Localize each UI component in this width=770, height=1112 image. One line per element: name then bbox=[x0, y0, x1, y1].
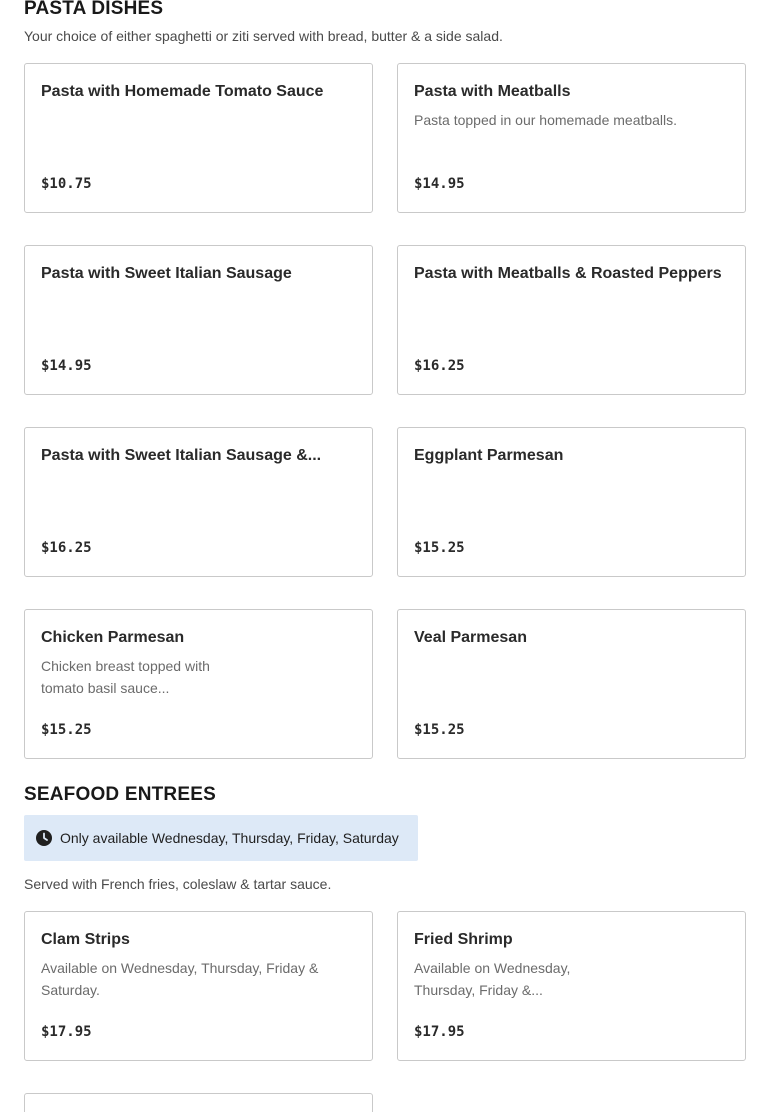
menu-item-price: $16.25 bbox=[41, 540, 92, 556]
menu-item-card[interactable] bbox=[24, 911, 373, 1061]
availability-text: Only available Wednesday, Thursday, Friday, Saturday bbox=[60, 830, 399, 846]
menu-item-price: $15.25 bbox=[414, 540, 465, 556]
menu-item-price: $14.95 bbox=[414, 176, 465, 192]
menu-item-price: $10.75 bbox=[41, 176, 92, 192]
menu-item-name: Clam Strips bbox=[41, 931, 130, 948]
availability-banner bbox=[24, 815, 418, 861]
menu-item-card[interactable] bbox=[397, 911, 746, 1061]
menu-item-card[interactable] bbox=[24, 63, 373, 213]
section-description-seafood: Served with French fries, coleslaw & tartar sauce. bbox=[24, 876, 332, 892]
menu-item-card[interactable] bbox=[397, 427, 746, 577]
menu-item-card[interactable] bbox=[24, 609, 373, 759]
menu-item-description: Chicken breast topped with tomato basil sauce... bbox=[41, 658, 210, 696]
menu-item-price: $17.95 bbox=[41, 1024, 92, 1040]
clock-icon bbox=[36, 830, 52, 846]
menu-item-price: $17.95 bbox=[414, 1024, 465, 1040]
menu-item-name: Eggplant Parmesan bbox=[414, 447, 564, 464]
menu-item-name: Fried Shrimp bbox=[414, 931, 513, 948]
menu-item-description: Pasta topped in our homemade meatballs. bbox=[414, 112, 678, 128]
menu-item-description: Available on Wednesday, Thursday, Friday & Saturday. bbox=[41, 960, 319, 998]
menu-item-name: Pasta with Meatballs & Roasted Peppers bbox=[414, 265, 722, 282]
menu-item-card[interactable] bbox=[24, 427, 373, 577]
menu-item-name: Pasta with Sweet Italian Sausage bbox=[41, 265, 292, 282]
menu-item-price: $14.95 bbox=[41, 358, 92, 374]
section-description-pasta: Your choice of either spaghetti or ziti served with bread, butter & a side salad. bbox=[24, 28, 503, 44]
menu-item-description: Available on Wednesday, Thursday, Friday &... bbox=[414, 960, 571, 998]
menu-item-name: Chicken Parmesan bbox=[41, 629, 185, 646]
menu-item-name: Pasta with Sweet Italian Sausage &... bbox=[41, 447, 322, 464]
menu-item-name: Veal Parmesan bbox=[414, 629, 527, 646]
menu-item-card[interactable] bbox=[397, 245, 746, 395]
menu-item-price: $15.25 bbox=[414, 722, 465, 738]
menu-item-price: $16.25 bbox=[414, 358, 465, 374]
menu-item-card[interactable] bbox=[24, 245, 373, 395]
menu-item-name: Pasta with Homemade Tomato Sauce bbox=[41, 83, 324, 100]
section-title-seafood: SEAFOOD ENTREES bbox=[24, 784, 216, 805]
section-title-pasta: PASTA DISHES bbox=[24, 0, 164, 19]
menu-item-card[interactable] bbox=[397, 63, 746, 213]
menu-item-card[interactable] bbox=[24, 1093, 373, 1112]
menu-item-name: Pasta with Meatballs bbox=[414, 83, 571, 100]
menu-item-price: $15.25 bbox=[41, 722, 92, 738]
menu-item-card[interactable] bbox=[397, 609, 746, 759]
